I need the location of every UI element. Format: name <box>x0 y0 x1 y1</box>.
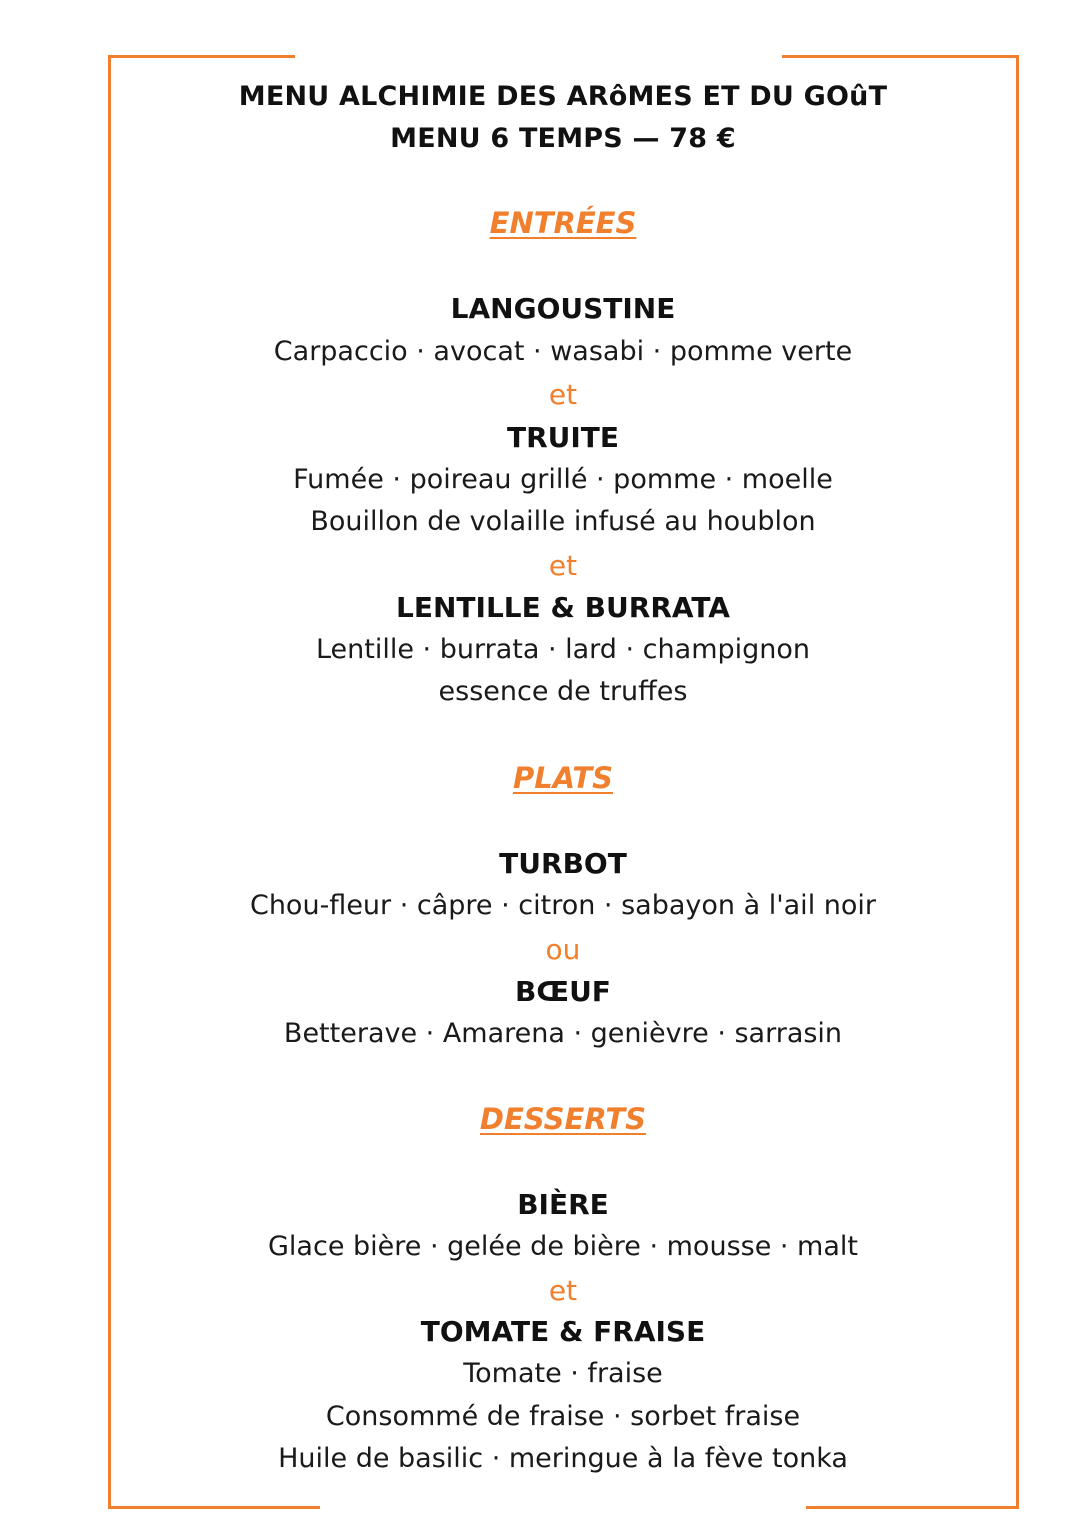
dish-description-langoustine: Carpaccio · avocat · wasabi · pomme verte <box>273 336 853 367</box>
dish-description-truite-2: Bouillon de volaille infusé au houblon <box>310 506 816 537</box>
conjunction-ou: ou <box>545 933 581 966</box>
menu-title: MENU ALCHIMIE DES ARôMES ET DU GOûT <box>238 81 888 112</box>
conjunction-et-3: et <box>548 1274 578 1307</box>
frame-top-left-border <box>108 55 295 58</box>
dish-name-biere: BIÈRE <box>517 1188 609 1221</box>
conjunction-et-1: et <box>548 378 578 411</box>
dish-description-tomate-2: Consommé de fraise · sorbet fraise <box>325 1401 801 1432</box>
section-heading-entrees: ENTRÉES <box>489 206 637 240</box>
dish-name-boeuf: BŒUF <box>515 975 611 1008</box>
frame-right-border <box>1016 55 1019 1509</box>
dish-description-tomate-3: Huile de basilic · meringue à la fève tonka <box>278 1443 848 1474</box>
dish-name-truite: TRUITE <box>506 421 620 454</box>
dish-name-lentille-burrata: LENTILLE & BURRATA <box>396 591 730 624</box>
frame-left-border <box>108 55 111 1509</box>
section-heading-desserts: DESSERTS <box>479 1102 647 1136</box>
section-heading-plats: PLATS <box>512 761 614 795</box>
frame-top-right-border <box>782 55 1019 58</box>
conjunction-et-2: et <box>548 549 578 582</box>
dish-name-langoustine: LANGOUSTINE <box>450 292 676 325</box>
dish-description-boeuf: Betterave · Amarena · genièvre · sarrasin <box>283 1018 843 1049</box>
dish-description-lentille-2: essence de truffes <box>438 676 688 707</box>
dish-description-truite-1: Fumée · poireau grillé · pomme · moelle <box>293 464 833 495</box>
dish-name-tomate-fraise: TOMATE & FRAISE <box>420 1315 706 1348</box>
menu-subtitle: MENU 6 TEMPS — 78 € <box>390 123 736 154</box>
dish-name-turbot: TURBOT <box>499 847 627 880</box>
dish-description-biere: Glace bière · gelée de bière · mousse · malt <box>268 1231 858 1262</box>
frame-bottom-right-border <box>806 1506 1019 1509</box>
frame-bottom-left-border <box>108 1506 320 1509</box>
dish-description-turbot: Chou-fleur · câpre · citron · sabayon à l'ail noir <box>249 890 877 921</box>
dish-description-lentille-1: Lentille · burrata · lard · champignon <box>315 634 811 665</box>
dish-description-tomate-1: Tomate · fraise <box>463 1358 663 1389</box>
